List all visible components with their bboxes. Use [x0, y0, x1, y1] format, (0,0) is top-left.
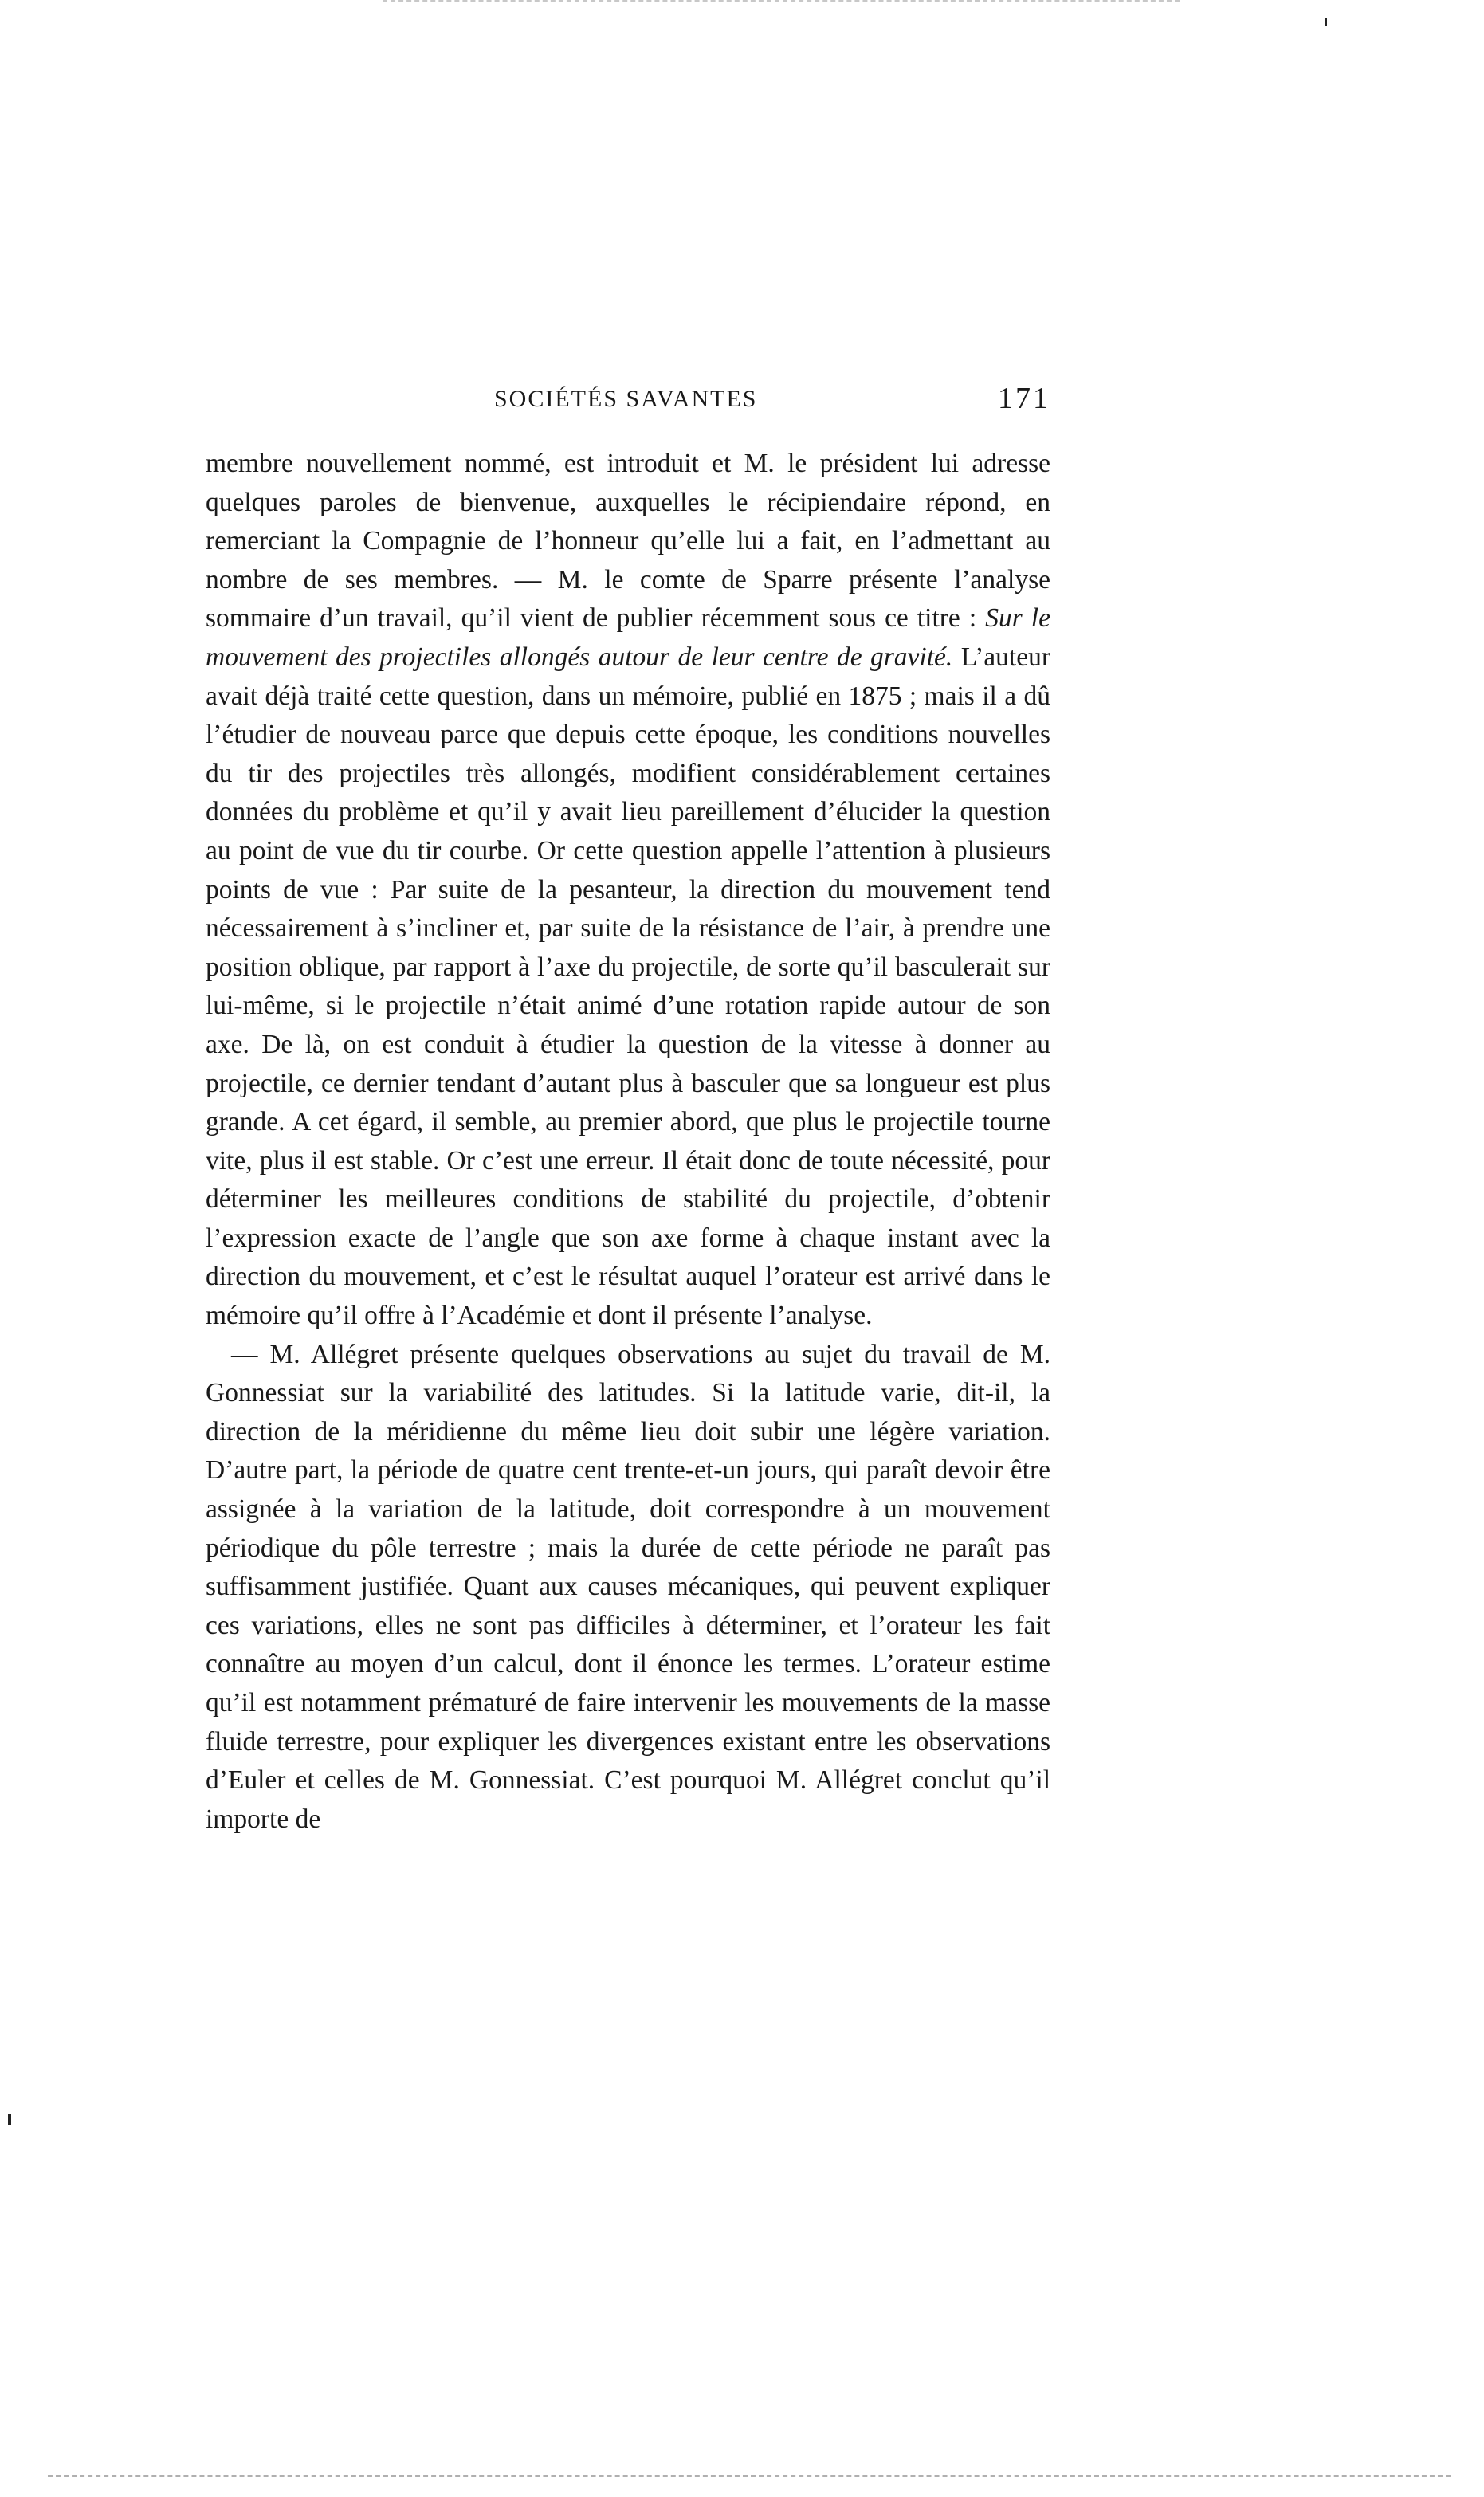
paragraph: — M. Allégret présente quelques observations au sujet du travail de M. Gonnessiat sur la variabilité des latitudes. Si la latitude varie, dit-il, la direction de la méridienne du même lieu doit subir une légère variation. D’autre part, la période de quatre cent trente-et-un jours, qui paraît devoir être assignée à la variation de la latitude, doit correspondre à un mouvement périodique du pôle terrestre ; mais la durée de cette période ne paraît pas suffisamment justifiée. Quant aux causes mécaniques, qui peuvent expliquer ces variations, elles ne sont pas difficiles à déterminer, et l’orateur les fait connaître au moyen d’un calcul, dont il énonce les termes. L’orateur estime qu’il est notamment prématuré de faire intervenir les mouvements de la masse fluide terrestre, pour expliquer les divergences existant entre les observations d’Euler et celles de M. Gonnessiat. C’est pourquoi M. Allégret conclut qu’il importe de: [206, 1339, 1050, 1834]
paragraph-text: L’auteur avait déjà traité cette question, dans un mémoire, publié en 1875 ; mais il a dû l’étudier de nouveau parce que depuis cette époque, les conditions nouvelles du tir des projectiles très allongés, modifient considérablement certaines données du problème et qu’il y avait lieu pareillement d’élucider la question au point de vue du tir courbe. Or cette question appelle l’attention à plusieurs points de vue : Par suite de la pesanteur, la direction du mouvement tend nécessairement à s’incliner et, par suite de la résistance de l’air, à prendre une position oblique, par rapport à l’axe du projectile, de sorte qu’il basculerait sur lui-même, si le projectile n’était animé d’une rotation rapide autour de son axe. De là, on est conduit à étudier la question de la vitesse à donner au projectile, ce dernier tendant d’autant plus à basculer que sa longueur est plus grande. A cet égard, il semble, au premier abord, que plus le projectile tourne vite, plus il est stable. Or c’est une erreur. Il était donc de toute nécessité, pour déterminer les meilleures conditions de stabilité du projectile, d’obtenir l’expression exacte de l’angle que son axe forme à chaque instant avec la direction du mouvement, et c’est le résultat auquel l’orateur est arrivé dans le mémoire qu’il offre à l’Académie et dont il présente l’analyse.: [206, 642, 1050, 1331]
paragraph: [206, 445, 1050, 1336]
body-text: [206, 445, 1050, 1839]
page-number: 171: [998, 382, 1050, 415]
scan-bottom-edge: [48, 2475, 1451, 2479]
scan-speck: [1325, 18, 1327, 26]
running-title: SOCIÉTÉS SAVANTES: [494, 386, 758, 412]
paragraph-text: membre nouvellement nommé, est introduit et M. le président lui adresse quelques paroles de bienvenue, auxquelles le récipiendaire répond, en remerciant la Compagnie de l’honneur qu’elle lui a fait, en l’admettant au nombre de ses membres. — M. le comte de Sparre présente l’analyse sommaire d’un travail, qu’il vient de publier récemment sous ce titre :: [206, 449, 1050, 634]
scan-top-edge: [383, 0, 1180, 4]
work-title: Sur le mouvement des projectiles allongés autour de leur centre de gravité.: [206, 603, 1050, 672]
running-head: [206, 382, 1050, 426]
scan-speck: [8, 2114, 11, 2125]
